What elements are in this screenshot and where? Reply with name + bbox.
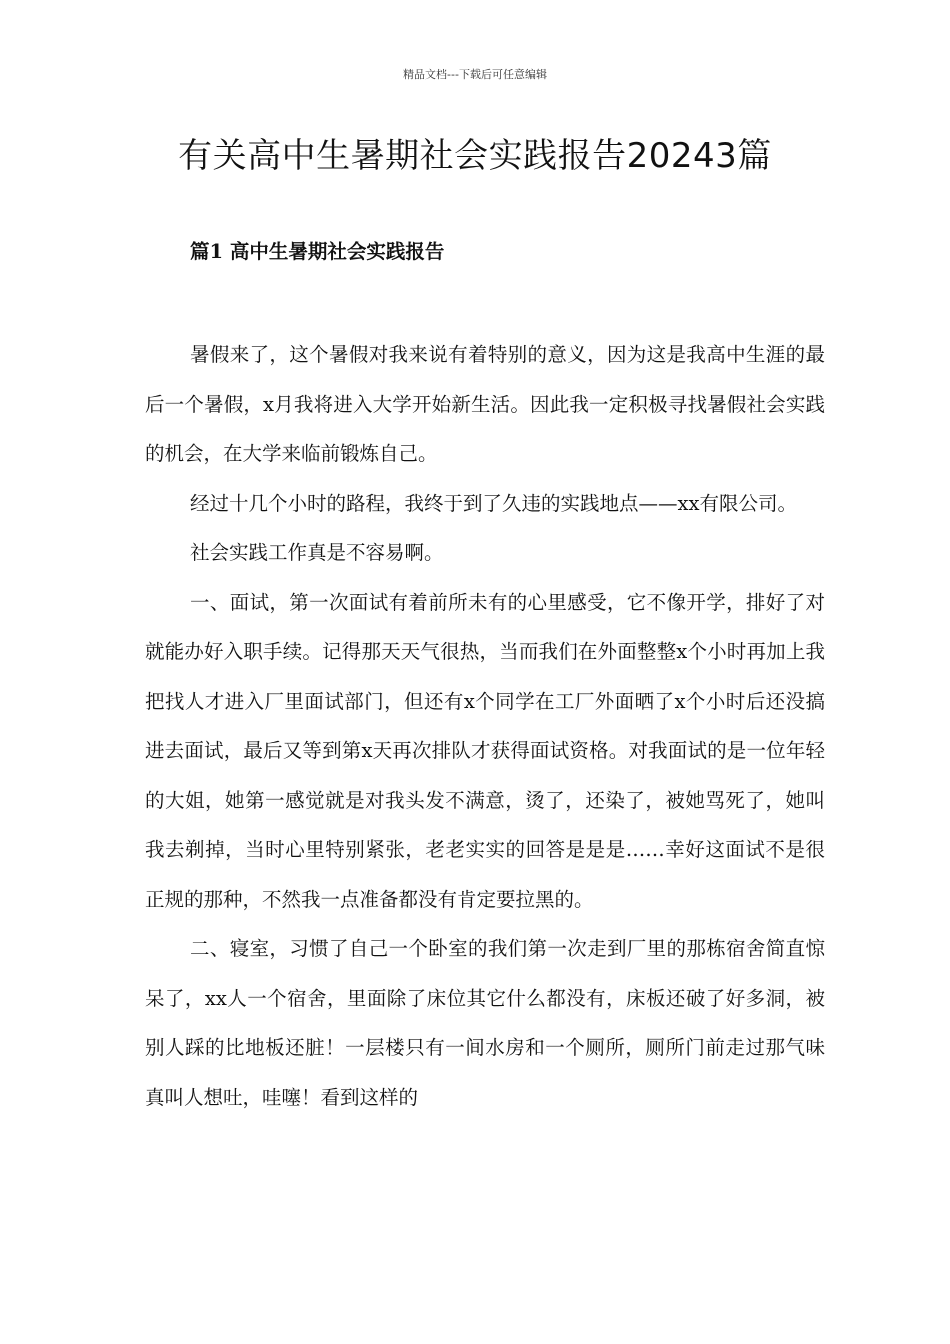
document-title: 有关高中生暑期社会实践报告20243篇 (178, 136, 772, 176)
header-note: 精品文档---下载后可任意编辑 (403, 68, 547, 81)
section-heading: 篇1 高中生暑期社会实践报告 (190, 240, 445, 263)
paragraph: 二、寝室，习惯了自己一个卧室的我们第一次走到厂里的那栋宿舍简直惊呆了，xx人一个宿舍，里面除了床位其它什么都没有，床板还破了好多洞，被别人踩的比地板还脏！一层楼只有一间水房和一个厕所，厕所门前走过那气味真叫人想吐，哇噻！看到这样的 (145, 937, 825, 1109)
paragraph: 一、面试，第一次面试有着前所未有的心里感受，它不像开学，排好了对就能办好入职手续。记得那天天气很热，当而我们在外面整整x个小时再加上我把找人才进入厂里面试部门，但还有x个同学在工厂外面晒了x个小时后还没搞进去面试，最后又等到第x天再次排队才获得面试资格。对我面试的是一位年轻的大姐，她第一感觉就是对我头发不满意，烫了，还染了，被她骂死了，她叫我去剃掉，当时心里特别紧张，老老实实的回答是是是……幸好这面试不是很正规的那种，不然我一点准备都没有肯定要拉黑的。 (145, 590, 825, 911)
paragraph: 社会实践工作真是不容易啊。 (190, 541, 444, 564)
document-body (145, 330, 825, 1122)
paragraph: 经过十几个小时的路程，我终于到了久违的实践地点——xx有限公司。 (190, 491, 797, 515)
paragraph: 暑假来了，这个暑假对我来说有着特别的意义，因为这是我高中生涯的最后一个暑假，x月我将进入大学开始新生活。因此我一定积极寻找暑假社会实践的机会，在大学来临前锻炼自己。 (145, 343, 825, 465)
